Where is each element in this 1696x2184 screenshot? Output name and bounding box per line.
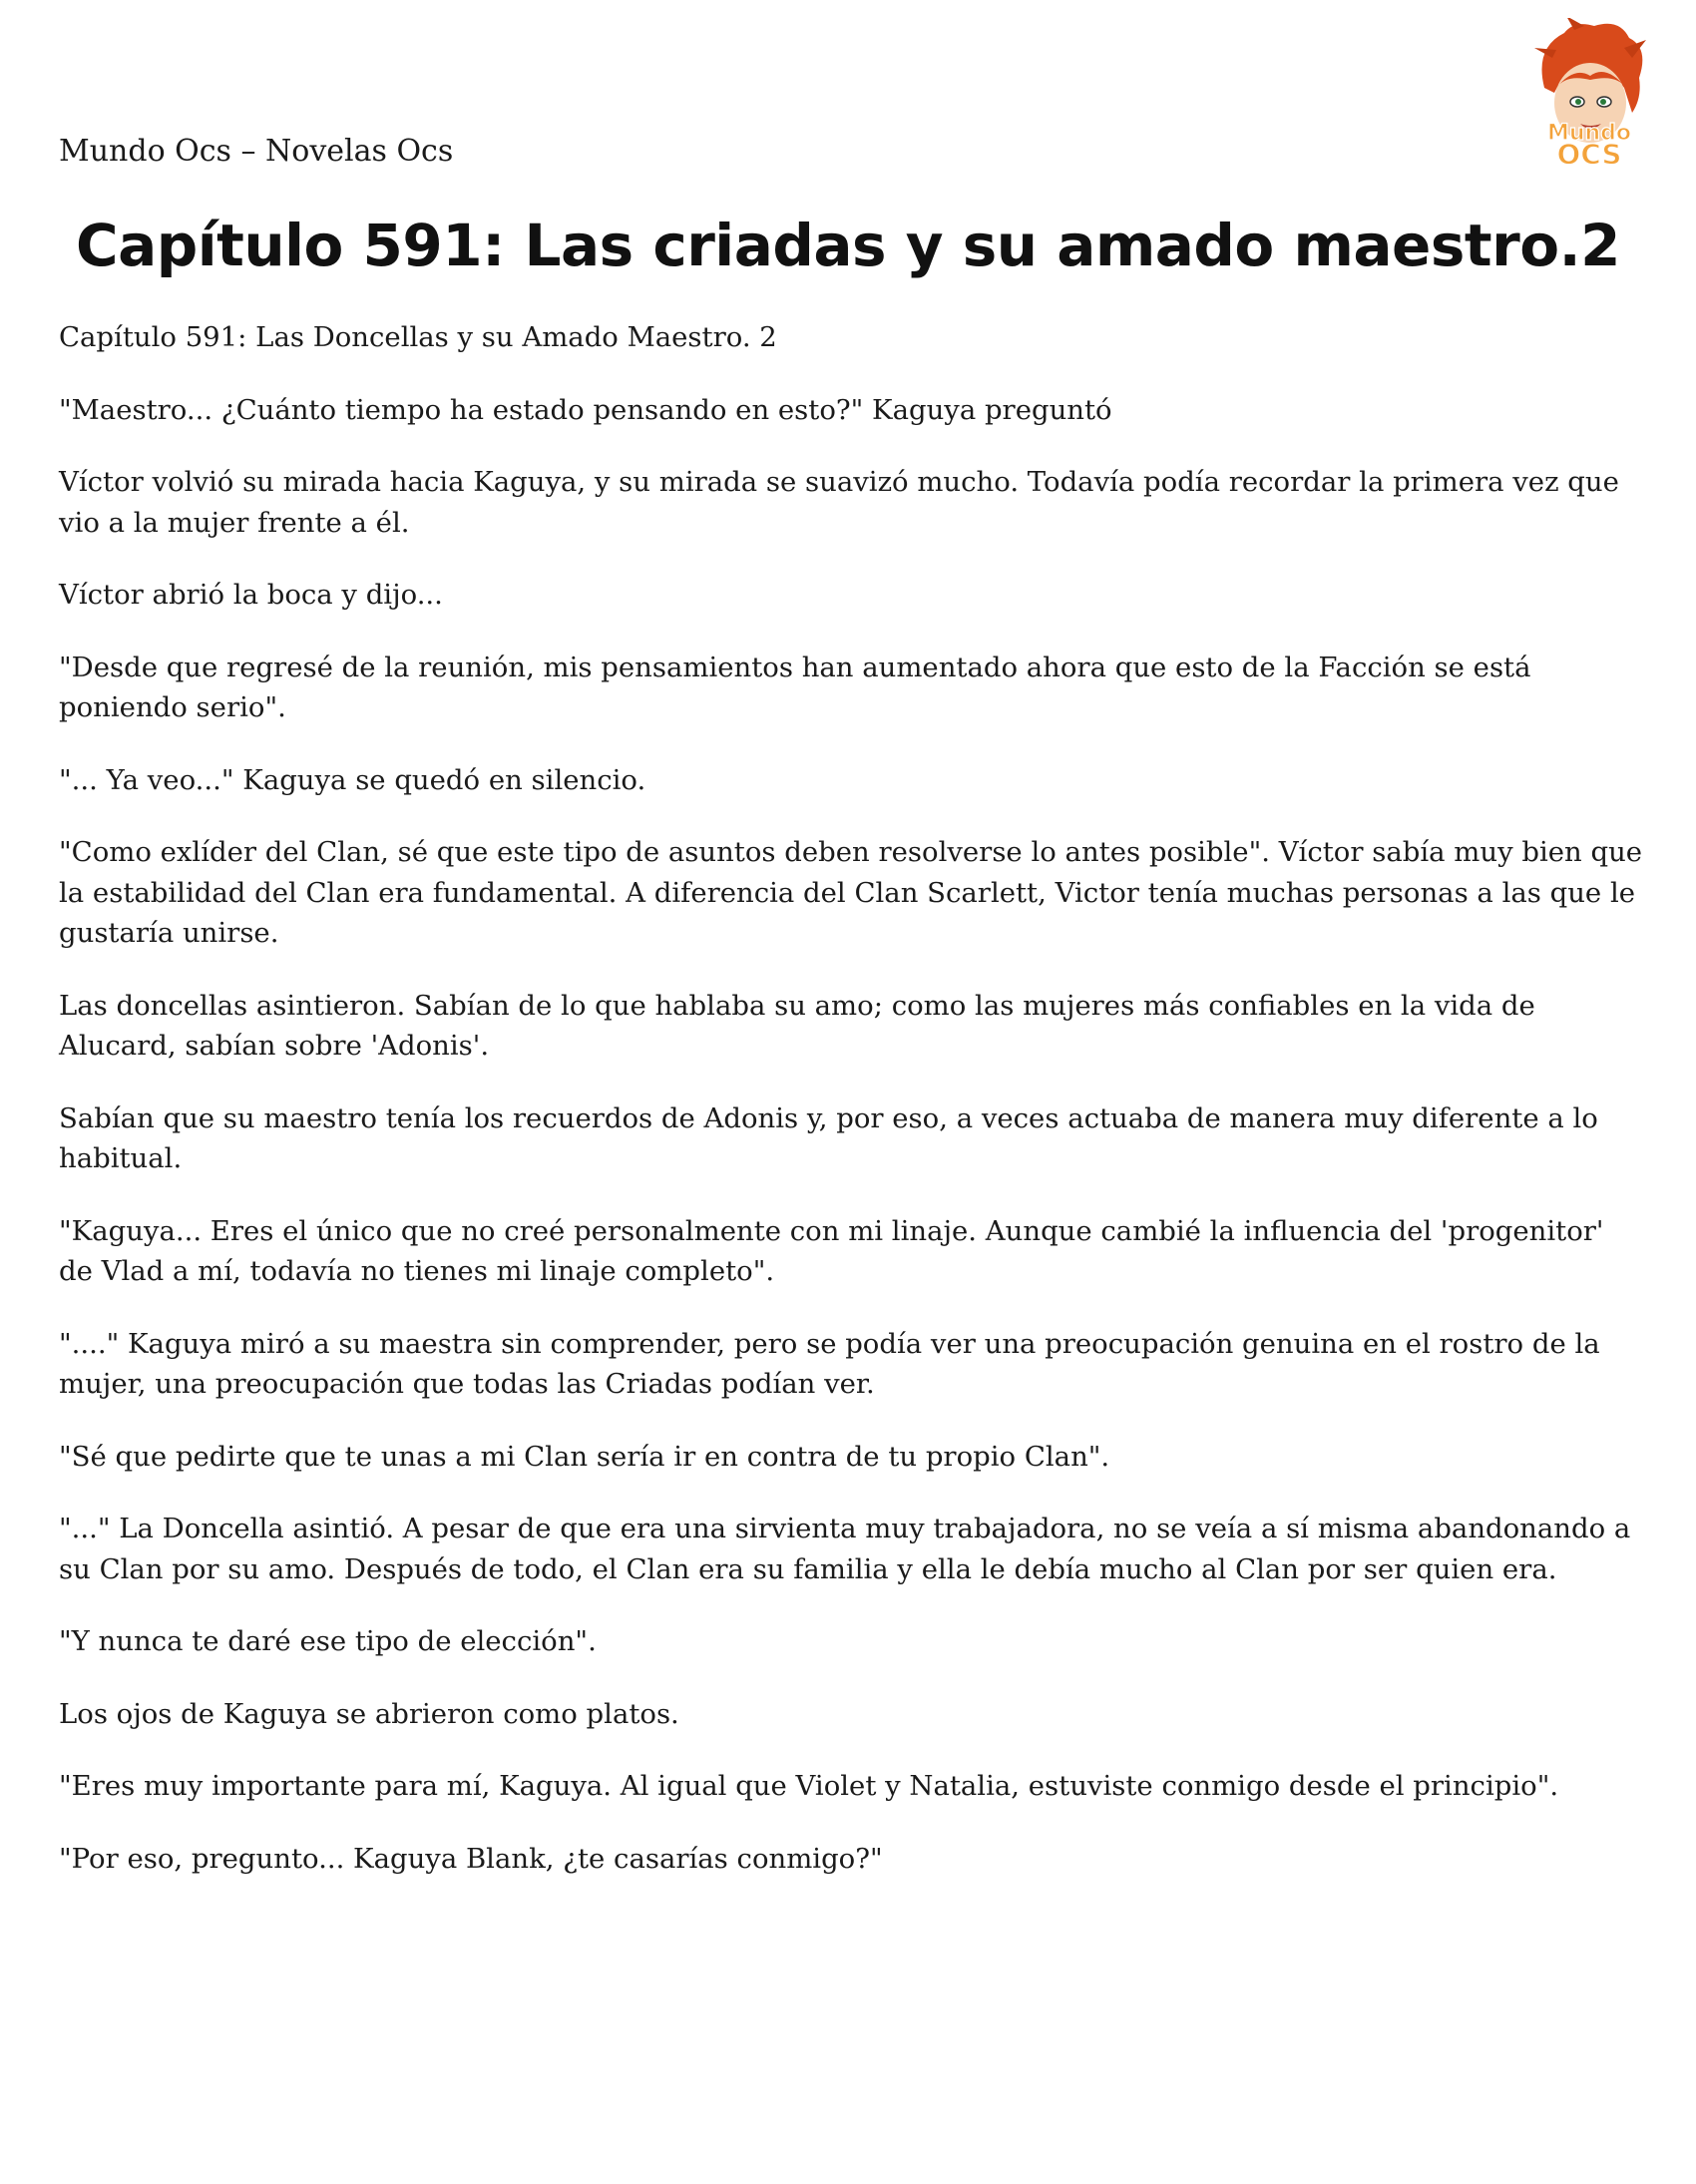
paragraph: "... Ya veo..." Kaguya se quedó en silencio. — [59, 763, 646, 796]
paragraph: Víctor abrió la boca y dijo... — [59, 579, 443, 611]
paragraph: "Eres muy importante para mí, Kaguya. Al igual que Violet y Natalia, estuviste conmigo desde el principio". — [59, 1770, 1559, 1802]
paragraph: "...." Kaguya miró a su maestra sin comprender, pero se podía ver una preocupación genuina en el rostro de la mujer, una preocupación que todas las Criadas podían ver. — [59, 1327, 1600, 1400]
paragraph: Los ojos de Kaguya se abrieron como platos. — [59, 1697, 679, 1730]
paragraph: Víctor volvió su mirada hacia Kaguya, y su mirada se suavizó mucho. Todavía podía recordar la primera vez que vio a la mujer frente a él. — [59, 466, 1619, 539]
svg-text:OCS: OCS — [1556, 138, 1622, 168]
svg-text:Mundo: Mundo — [1546, 121, 1632, 146]
paragraph: "Desde que regresé de la reunión, mis pensamientos han aumentado ahora que esto de la Facción se está poniendo serio". — [59, 651, 1531, 723]
paragraph: "Por eso, pregunto... Kaguya Blank, ¿te casarías conmigo?" — [59, 1842, 883, 1875]
mundo-ocs-logo — [1504, 18, 1674, 168]
paragraph: "..." La Doncella asintió. A pesar de que era una sirvienta muy trabajadora, no se veía a sí misma abandonando a su Clan por su amo. Después de todo, el Clan era su familia y ella le debía mucho al Clan por ser quien era. — [59, 1513, 1631, 1585]
chapter-title: Capítulo 591: Las criadas y su amado maestro.2 — [76, 212, 1620, 279]
paragraph: "Maestro... ¿Cuánto tiempo ha estado pensando en esto?" Kaguya preguntó — [59, 393, 1112, 426]
document-body — [59, 317, 1645, 1911]
paragraph: Sabían que su maestro tenía los recuerdos de Adonis y, por eso, a veces actuaba de manera muy diferente a lo habitual. — [59, 1101, 1598, 1174]
paragraph: "Kaguya... Eres el único que no creé personalmente con mi linaje. Aunque cambié la influencia del 'progenitor' de Vlad a mí, todavía no tienes mi linaje completo". — [59, 1214, 1604, 1287]
paragraph: "Y nunca te daré ese tipo de elección". — [59, 1625, 597, 1657]
paragraph: Capítulo 591: Las Doncellas y su Amado Maestro. 2 — [59, 321, 777, 353]
paragraph: Las doncellas asintieron. Sabían de lo que hablaba su amo; como las mujeres más confiables en la vida de Alucard, sabían sobre 'Adonis'. — [59, 989, 1535, 1062]
paragraph: "Sé que pedirte que te unas a mi Clan sería ir en contra de tu propio Clan". — [59, 1440, 1110, 1473]
paragraph: "Como exlíder del Clan, sé que este tipo de asuntos deben resolverse lo antes posible". Víctor sabía muy bien que la estabilidad del Clan era fundamental. A diferencia del Clan Scarlett, Victor tenía muchas personas a las que le gustaría unirse. — [59, 836, 1643, 949]
site-header: Mundo Ocs – Novelas Ocs — [59, 134, 454, 169]
